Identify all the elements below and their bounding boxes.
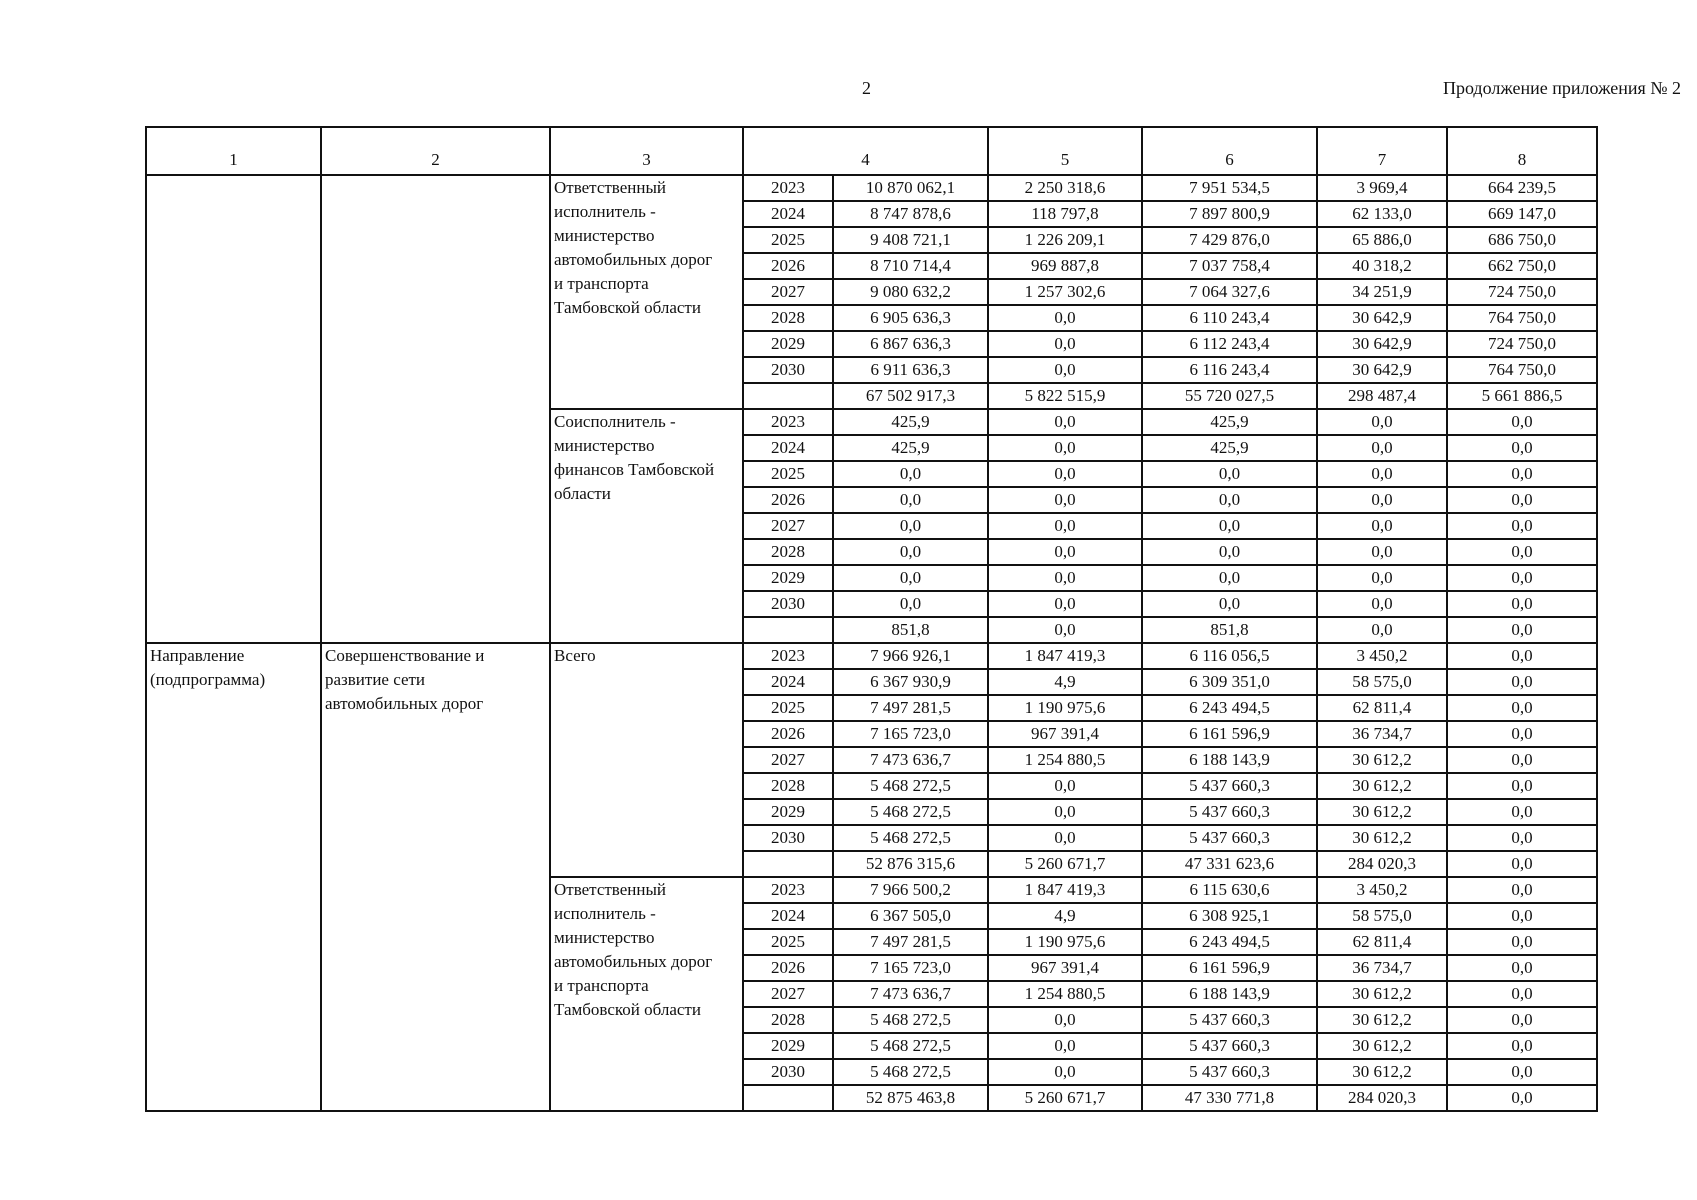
federal-cell: 967 391,4 — [988, 721, 1142, 747]
federal-cell: 0,0 — [988, 357, 1142, 383]
executor-cell — [550, 175, 743, 409]
executor-cell — [550, 877, 743, 1111]
regional-cell: 5 437 660,3 — [1142, 825, 1317, 851]
year-cell: 2023 — [743, 643, 833, 669]
extra-cell: 724 750,0 — [1447, 279, 1597, 305]
federal-cell: 0,0 — [988, 1033, 1142, 1059]
column-header: 2 — [321, 127, 550, 175]
cell-text-line: автомобильных дорог — [325, 694, 484, 713]
page-number: 2 — [862, 78, 871, 98]
regional-cell: 47 330 771,8 — [1142, 1085, 1317, 1111]
total-cell: 6 905 636,3 — [833, 305, 988, 331]
federal-cell: 0,0 — [988, 591, 1142, 617]
federal-cell: 1 190 975,6 — [988, 695, 1142, 721]
total-cell: 5 468 272,5 — [833, 799, 988, 825]
local-cell: 30 642,9 — [1317, 331, 1447, 357]
federal-cell: 0,0 — [988, 513, 1142, 539]
year-cell: 2027 — [743, 981, 833, 1007]
local-cell: 3 450,2 — [1317, 877, 1447, 903]
total-cell: 0,0 — [833, 487, 988, 513]
direction-cell — [146, 643, 321, 1111]
column-header: 1 — [146, 127, 321, 175]
local-cell: 0,0 — [1317, 435, 1447, 461]
appendix-note: Продолжение приложения № 2 — [1442, 78, 1681, 98]
local-cell: 36 734,7 — [1317, 721, 1447, 747]
extra-cell: 0,0 — [1447, 487, 1597, 513]
cell-text-line: министерство — [554, 436, 655, 455]
extra-cell: 724 750,0 — [1447, 331, 1597, 357]
federal-cell: 4,9 — [988, 903, 1142, 929]
year-cell — [743, 617, 833, 643]
cell-text-line: области — [554, 484, 611, 503]
table-body — [146, 127, 1597, 1111]
regional-cell: 6 243 494,5 — [1142, 695, 1317, 721]
federal-cell: 1 847 419,3 — [988, 643, 1142, 669]
regional-cell: 6 161 596,9 — [1142, 721, 1317, 747]
local-cell: 30 642,9 — [1317, 305, 1447, 331]
local-cell: 0,0 — [1317, 565, 1447, 591]
year-cell: 2030 — [743, 591, 833, 617]
extra-cell: 0,0 — [1447, 877, 1597, 903]
year-cell: 2029 — [743, 1033, 833, 1059]
local-cell: 65 886,0 — [1317, 227, 1447, 253]
regional-cell: 7 897 800,9 — [1142, 201, 1317, 227]
regional-cell: 0,0 — [1142, 513, 1317, 539]
total-cell: 7 966 500,2 — [833, 877, 988, 903]
cell-text-line: автомобильных дорог — [554, 952, 713, 971]
executor-cell — [550, 643, 743, 877]
direction-cell — [146, 175, 321, 643]
extra-cell: 0,0 — [1447, 773, 1597, 799]
budget-table — [145, 126, 1598, 1112]
cell-text-line: министерство — [554, 928, 655, 947]
year-cell: 2023 — [743, 409, 833, 435]
subprogram-cell — [321, 175, 550, 643]
local-cell: 62 133,0 — [1317, 201, 1447, 227]
extra-cell: 0,0 — [1447, 565, 1597, 591]
extra-cell: 0,0 — [1447, 461, 1597, 487]
total-cell: 9 408 721,1 — [833, 227, 988, 253]
local-cell: 0,0 — [1317, 513, 1447, 539]
total-cell: 52 875 463,8 — [833, 1085, 988, 1111]
federal-cell: 0,0 — [988, 539, 1142, 565]
regional-cell: 5 437 660,3 — [1142, 1033, 1317, 1059]
year-cell: 2030 — [743, 1059, 833, 1085]
local-cell: 58 575,0 — [1317, 903, 1447, 929]
total-cell: 5 468 272,5 — [833, 773, 988, 799]
federal-cell: 1 254 880,5 — [988, 981, 1142, 1007]
total-cell: 5 468 272,5 — [833, 1033, 988, 1059]
federal-cell: 1 257 302,6 — [988, 279, 1142, 305]
regional-cell: 425,9 — [1142, 409, 1317, 435]
year-cell: 2029 — [743, 565, 833, 591]
total-cell: 6 367 505,0 — [833, 903, 988, 929]
year-cell: 2028 — [743, 305, 833, 331]
local-cell: 30 612,2 — [1317, 1007, 1447, 1033]
federal-cell: 0,0 — [988, 435, 1142, 461]
extra-cell: 0,0 — [1447, 955, 1597, 981]
local-cell: 30 612,2 — [1317, 981, 1447, 1007]
extra-cell: 0,0 — [1447, 1059, 1597, 1085]
extra-cell: 0,0 — [1447, 929, 1597, 955]
federal-cell: 5 260 671,7 — [988, 1085, 1142, 1111]
column-header: 3 — [550, 127, 743, 175]
total-cell: 5 468 272,5 — [833, 1007, 988, 1033]
federal-cell: 0,0 — [988, 799, 1142, 825]
year-cell — [743, 851, 833, 877]
regional-cell: 55 720 027,5 — [1142, 383, 1317, 409]
federal-cell: 4,9 — [988, 669, 1142, 695]
cell-text-line: финансов Тамбовской — [554, 460, 715, 479]
regional-cell: 0,0 — [1142, 539, 1317, 565]
regional-cell: 5 437 660,3 — [1142, 1007, 1317, 1033]
local-cell: 298 487,4 — [1317, 383, 1447, 409]
federal-cell: 969 887,8 — [988, 253, 1142, 279]
total-cell: 0,0 — [833, 565, 988, 591]
extra-cell: 0,0 — [1447, 851, 1597, 877]
regional-cell: 6 116 243,4 — [1142, 357, 1317, 383]
column-header: 6 — [1142, 127, 1317, 175]
extra-cell: 0,0 — [1447, 617, 1597, 643]
cell-text-line: Всего — [554, 646, 596, 665]
total-cell: 5 468 272,5 — [833, 1059, 988, 1085]
extra-cell: 0,0 — [1447, 799, 1597, 825]
cell-text-line: Тамбовской области — [554, 1000, 701, 1019]
year-cell: 2026 — [743, 955, 833, 981]
regional-cell: 6 115 630,6 — [1142, 877, 1317, 903]
regional-cell: 0,0 — [1142, 487, 1317, 513]
year-cell: 2026 — [743, 253, 833, 279]
extra-cell: 0,0 — [1447, 591, 1597, 617]
extra-cell: 0,0 — [1447, 669, 1597, 695]
total-cell: 0,0 — [833, 513, 988, 539]
extra-cell: 0,0 — [1447, 695, 1597, 721]
total-cell: 8 747 878,6 — [833, 201, 988, 227]
year-cell: 2025 — [743, 461, 833, 487]
year-cell: 2028 — [743, 773, 833, 799]
local-cell: 0,0 — [1317, 461, 1447, 487]
total-cell: 7 165 723,0 — [833, 955, 988, 981]
local-cell: 62 811,4 — [1317, 695, 1447, 721]
federal-cell: 118 797,8 — [988, 201, 1142, 227]
extra-cell: 0,0 — [1447, 513, 1597, 539]
local-cell: 40 318,2 — [1317, 253, 1447, 279]
federal-cell: 0,0 — [988, 565, 1142, 591]
year-cell: 2024 — [743, 903, 833, 929]
regional-cell: 5 437 660,3 — [1142, 773, 1317, 799]
regional-cell: 47 331 623,6 — [1142, 851, 1317, 877]
total-cell: 67 502 917,3 — [833, 383, 988, 409]
regional-cell: 6 110 243,4 — [1142, 305, 1317, 331]
federal-cell: 0,0 — [988, 825, 1142, 851]
federal-cell: 2 250 318,6 — [988, 175, 1142, 201]
local-cell: 30 612,2 — [1317, 747, 1447, 773]
year-cell: 2024 — [743, 201, 833, 227]
regional-cell: 6 308 925,1 — [1142, 903, 1317, 929]
extra-cell: 0,0 — [1447, 1033, 1597, 1059]
regional-cell: 851,8 — [1142, 617, 1317, 643]
federal-cell: 0,0 — [988, 487, 1142, 513]
extra-cell: 664 239,5 — [1447, 175, 1597, 201]
cell-text-line: автомобильных дорог — [554, 250, 713, 269]
extra-cell: 0,0 — [1447, 903, 1597, 929]
federal-cell: 0,0 — [988, 331, 1142, 357]
year-cell: 2025 — [743, 227, 833, 253]
table-row — [146, 643, 1597, 669]
local-cell: 3 969,4 — [1317, 175, 1447, 201]
header-row — [146, 127, 1597, 175]
regional-cell: 6 243 494,5 — [1142, 929, 1317, 955]
total-cell: 8 710 714,4 — [833, 253, 988, 279]
cell-text-line: Направление — [150, 646, 245, 665]
year-cell: 2025 — [743, 695, 833, 721]
year-cell: 2028 — [743, 539, 833, 565]
local-cell: 0,0 — [1317, 591, 1447, 617]
total-cell: 9 080 632,2 — [833, 279, 988, 305]
year-cell: 2023 — [743, 877, 833, 903]
column-header: 4 — [743, 127, 988, 175]
local-cell: 284 020,3 — [1317, 1085, 1447, 1111]
year-cell: 2029 — [743, 331, 833, 357]
year-cell: 2026 — [743, 721, 833, 747]
cell-text-line: развитие сети — [325, 670, 426, 689]
year-cell: 2030 — [743, 825, 833, 851]
federal-cell: 0,0 — [988, 409, 1142, 435]
total-cell: 7 497 281,5 — [833, 695, 988, 721]
federal-cell: 0,0 — [988, 1007, 1142, 1033]
cell-text-line: (подпрограмма) — [150, 670, 266, 689]
federal-cell: 967 391,4 — [988, 955, 1142, 981]
total-cell: 0,0 — [833, 461, 988, 487]
total-cell: 5 468 272,5 — [833, 825, 988, 851]
year-cell: 2026 — [743, 487, 833, 513]
total-cell: 6 367 930,9 — [833, 669, 988, 695]
total-cell: 0,0 — [833, 539, 988, 565]
local-cell: 0,0 — [1317, 539, 1447, 565]
extra-cell: 0,0 — [1447, 825, 1597, 851]
extra-cell: 669 147,0 — [1447, 201, 1597, 227]
extra-cell: 0,0 — [1447, 721, 1597, 747]
federal-cell: 0,0 — [988, 617, 1142, 643]
extra-cell: 0,0 — [1447, 409, 1597, 435]
local-cell: 0,0 — [1317, 617, 1447, 643]
federal-cell: 0,0 — [988, 773, 1142, 799]
year-cell: 2023 — [743, 175, 833, 201]
local-cell: 58 575,0 — [1317, 669, 1447, 695]
cell-text-line: Ответственный — [554, 178, 666, 197]
cell-text-line: и транспорта — [554, 976, 649, 995]
extra-cell: 0,0 — [1447, 1007, 1597, 1033]
year-cell: 2025 — [743, 929, 833, 955]
extra-cell: 764 750,0 — [1447, 305, 1597, 331]
total-cell: 7 165 723,0 — [833, 721, 988, 747]
year-cell — [743, 1085, 833, 1111]
local-cell: 284 020,3 — [1317, 851, 1447, 877]
cell-text-line: исполнитель - — [554, 904, 656, 923]
column-header: 5 — [988, 127, 1142, 175]
column-header: 7 — [1317, 127, 1447, 175]
total-cell: 7 473 636,7 — [833, 747, 988, 773]
total-cell: 851,8 — [833, 617, 988, 643]
regional-cell: 7 064 327,6 — [1142, 279, 1317, 305]
extra-cell: 0,0 — [1447, 643, 1597, 669]
executor-cell — [550, 409, 743, 643]
year-cell: 2024 — [743, 435, 833, 461]
year-cell: 2028 — [743, 1007, 833, 1033]
total-cell: 7 966 926,1 — [833, 643, 988, 669]
cell-text-line: Совершенствование и — [325, 646, 485, 665]
federal-cell: 0,0 — [988, 1059, 1142, 1085]
year-cell: 2027 — [743, 279, 833, 305]
extra-cell: 0,0 — [1447, 539, 1597, 565]
cell-text-line: министерство — [554, 226, 655, 245]
regional-cell: 5 437 660,3 — [1142, 799, 1317, 825]
local-cell: 30 612,2 — [1317, 773, 1447, 799]
regional-cell: 6 188 143,9 — [1142, 747, 1317, 773]
year-cell: 2027 — [743, 513, 833, 539]
regional-cell: 6 161 596,9 — [1142, 955, 1317, 981]
regional-cell: 0,0 — [1142, 591, 1317, 617]
regional-cell: 7 429 876,0 — [1142, 227, 1317, 253]
local-cell: 30 612,2 — [1317, 1033, 1447, 1059]
total-cell: 7 473 636,7 — [833, 981, 988, 1007]
extra-cell: 0,0 — [1447, 1085, 1597, 1111]
federal-cell: 1 190 975,6 — [988, 929, 1142, 955]
regional-cell: 6 188 143,9 — [1142, 981, 1317, 1007]
federal-cell: 5 822 515,9 — [988, 383, 1142, 409]
local-cell: 0,0 — [1317, 409, 1447, 435]
federal-cell: 5 260 671,7 — [988, 851, 1142, 877]
extra-cell: 662 750,0 — [1447, 253, 1597, 279]
year-cell: 2027 — [743, 747, 833, 773]
regional-cell: 6 112 243,4 — [1142, 331, 1317, 357]
local-cell: 30 612,2 — [1317, 825, 1447, 851]
total-cell: 425,9 — [833, 435, 988, 461]
local-cell: 62 811,4 — [1317, 929, 1447, 955]
federal-cell: 1 226 209,1 — [988, 227, 1142, 253]
federal-cell: 1 847 419,3 — [988, 877, 1142, 903]
extra-cell: 0,0 — [1447, 435, 1597, 461]
federal-cell: 1 254 880,5 — [988, 747, 1142, 773]
total-cell: 52 876 315,6 — [833, 851, 988, 877]
regional-cell: 0,0 — [1142, 461, 1317, 487]
subprogram-cell — [321, 643, 550, 1111]
total-cell: 425,9 — [833, 409, 988, 435]
cell-text-line: Тамбовской области — [554, 298, 701, 317]
extra-cell: 0,0 — [1447, 981, 1597, 1007]
local-cell: 0,0 — [1317, 487, 1447, 513]
regional-cell: 425,9 — [1142, 435, 1317, 461]
local-cell: 36 734,7 — [1317, 955, 1447, 981]
regional-cell: 5 437 660,3 — [1142, 1059, 1317, 1085]
total-cell: 0,0 — [833, 591, 988, 617]
cell-text-line: исполнитель - — [554, 202, 656, 221]
federal-cell: 0,0 — [988, 461, 1142, 487]
regional-cell: 0,0 — [1142, 565, 1317, 591]
extra-cell: 5 661 886,5 — [1447, 383, 1597, 409]
extra-cell: 764 750,0 — [1447, 357, 1597, 383]
cell-text-line: Соисполнитель - — [554, 412, 676, 431]
total-cell: 6 911 636,3 — [833, 357, 988, 383]
year-cell: 2030 — [743, 357, 833, 383]
extra-cell: 0,0 — [1447, 747, 1597, 773]
local-cell: 30 612,2 — [1317, 1059, 1447, 1085]
year-cell — [743, 383, 833, 409]
regional-cell: 7 951 534,5 — [1142, 175, 1317, 201]
cell-text-line: Ответственный — [554, 880, 666, 899]
local-cell: 30 612,2 — [1317, 799, 1447, 825]
local-cell: 3 450,2 — [1317, 643, 1447, 669]
regional-cell: 6 309 351,0 — [1142, 669, 1317, 695]
year-cell: 2024 — [743, 669, 833, 695]
extra-cell: 686 750,0 — [1447, 227, 1597, 253]
total-cell: 6 867 636,3 — [833, 331, 988, 357]
total-cell: 7 497 281,5 — [833, 929, 988, 955]
regional-cell: 7 037 758,4 — [1142, 253, 1317, 279]
regional-cell: 6 116 056,5 — [1142, 643, 1317, 669]
year-cell: 2029 — [743, 799, 833, 825]
cell-text-line: и транспорта — [554, 274, 649, 293]
local-cell: 30 642,9 — [1317, 357, 1447, 383]
total-cell: 10 870 062,1 — [833, 175, 988, 201]
column-header: 8 — [1447, 127, 1597, 175]
local-cell: 34 251,9 — [1317, 279, 1447, 305]
federal-cell: 0,0 — [988, 305, 1142, 331]
table-row — [146, 175, 1597, 201]
